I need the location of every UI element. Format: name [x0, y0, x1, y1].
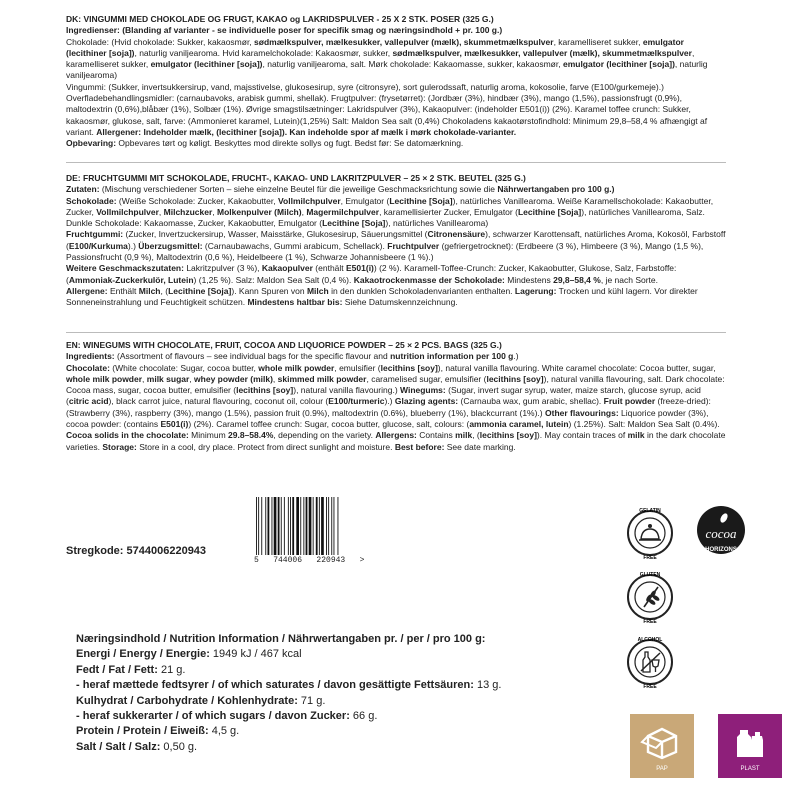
nutrition-value: 0,50 g.	[160, 740, 198, 753]
text: ), natural vanilla flavouring. White caramel chocolate: Cocoa butter, sugar,	[437, 362, 716, 373]
bold-text: Cocoa solids in the chocolate:	[66, 430, 189, 441]
cocoa-logo-text: cocoa	[705, 526, 737, 541]
nutrition-table	[76, 632, 636, 755]
text: .)	[513, 351, 519, 362]
text: Opbevares tørt og køligt. Beskyttes mod direkte sollys og fugt. Bedst før: Se datomærkning.	[116, 138, 464, 149]
text: (White chocolate: Sugar, cocoa butter,	[109, 362, 259, 373]
pap-label: PAP	[656, 766, 668, 772]
bold-text: Lecithine [Soja]	[168, 285, 232, 296]
bold-text: Vollmilchpulver	[277, 195, 341, 206]
dk-ingredients-block	[66, 14, 726, 150]
dk-title: DK: VINGUMMI MED CHOKOLADE OG FRUGT, KAKAO og LAKRIDSPULVER - 25 X 2 STK. POSER (325 G.)	[66, 14, 494, 24]
nutrition-header: Næringsindhold / Nutrition Information / Nährwertangaben pr. / per / pro 100 g:	[76, 633, 486, 645]
text: ), natural vanilla flavouring.)	[293, 385, 401, 396]
gelatin-free-icon	[620, 503, 680, 563]
nutrition-label: Fedt / Fat / Fett:	[76, 663, 158, 676]
nutrition-value: 71 g.	[297, 694, 326, 707]
barcode-bar	[258, 497, 259, 555]
bold-text: Fruchtpulver	[387, 240, 440, 251]
bold-text: Lecithine [Soja]	[322, 218, 386, 229]
nutrition-value: 13 g.	[473, 679, 502, 692]
en-title: EN: WINEGUMS WITH CHOCOLATE, FRUIT, COCOA AND LIQUORICE POWDER – 25 × 2 PCS. BAGS (325 G.)	[66, 340, 502, 350]
barcode-bar	[328, 497, 329, 555]
de-ingredients-block	[66, 173, 726, 309]
divider-de-en	[66, 332, 726, 333]
text: ), natürliches Vanillearoma)	[385, 218, 489, 229]
nutrition-label: Salt / Salt / Salz:	[76, 740, 161, 753]
gelatin-free-bottom-text: FREE	[643, 555, 657, 561]
bold-text: Milchzucker	[163, 206, 213, 217]
bold-text: milk	[455, 430, 473, 441]
alcohol-free-icon	[620, 632, 680, 692]
box-icon	[630, 714, 694, 764]
text: See date marking.	[444, 441, 516, 452]
bold-text: E100/turmeric	[328, 396, 385, 407]
text: , emulsifier (	[334, 362, 381, 373]
barcode-bar	[292, 497, 294, 555]
bold-text: Ammoniak-Zuckerkulör, Lutein	[68, 274, 194, 285]
text: in the dark chocolate varieties.	[66, 430, 726, 452]
barcode-bar	[272, 497, 273, 555]
bold-text: Nährwertangaben pro 100 g.)	[497, 184, 615, 195]
bold-text: Lecithine [Soja]	[517, 206, 582, 217]
en-ingredients-block	[66, 340, 726, 453]
bold-text: lecithins [soy]	[236, 385, 294, 396]
nutrition-row	[76, 709, 636, 724]
bold-text: 29,8–58,4 %	[553, 274, 601, 285]
text: Chokolade: (Hvid chokolade: Sukker, kakaosmør,	[66, 36, 255, 47]
de-paragraphs	[66, 184, 726, 308]
bold-text: Allergens:	[375, 430, 417, 441]
barcode-bar	[319, 497, 320, 555]
text: ,	[272, 373, 278, 384]
nutrition-row	[76, 740, 636, 755]
text: ) (1,25 %). Salz: Maldon Sea Salt (0,4 %).	[193, 274, 354, 285]
bold-text: Allergene:	[66, 285, 108, 296]
text: ).)	[127, 240, 139, 251]
barcode-bar	[296, 497, 299, 555]
text: , depending on the variety.	[273, 430, 376, 441]
bold-text: Winegums:	[400, 385, 446, 396]
text: Store in a cool, dry place. Protect from direct sunlight and moisture.	[136, 441, 395, 452]
bold-text: Molkenpulver (Milch)	[217, 206, 302, 217]
bold-text: Lecithine [Soja]	[389, 195, 453, 206]
text: ,	[158, 206, 164, 217]
gluten-free-icon	[620, 567, 680, 627]
barcode-label: Stregkode: 5744006220943	[66, 545, 207, 557]
barcode-bars	[254, 497, 358, 557]
barcode-bar	[281, 497, 282, 555]
barcode-bar	[321, 497, 324, 555]
barcode-bar	[334, 497, 335, 555]
bold-text: Zutaten:	[66, 184, 100, 195]
text: , caramelised sugar, emulsifier (	[366, 373, 487, 384]
bold-text: Milch	[138, 285, 161, 296]
text: ), schwarzer Karottensaft, natürliches Aroma, Kokosöl, Farbstoff (	[66, 229, 726, 251]
text: ), natürliches Vanillearoma. Weiße Karamellschokolade: Kakaobutter, Zucker,	[66, 195, 714, 217]
text: , je nach Sorte.	[600, 274, 658, 285]
bold-text: Citronensäure	[427, 229, 486, 240]
text: ,	[189, 373, 195, 384]
text: Mindestens	[504, 274, 554, 285]
gelatin-free-top-text: GELATIN	[639, 508, 661, 514]
bold-text: Kakaopulver	[261, 263, 313, 274]
bold-text: Ingredienser: (Blanding af varianter - se individuelle poser for specifik smag og næringsindhold + pr. 100 g.)	[66, 25, 503, 36]
text: (Mischung verschiedener Sorten – siehe einzelne Beutel für die jeweilige Geschmacksrichtung sowie die	[99, 184, 498, 195]
barcode-bar	[306, 497, 308, 555]
bold-text: Magermilchpulver	[306, 206, 380, 217]
en-paragraphs	[66, 351, 726, 453]
text: ), black carrot juice, natural flavouring, coconut oil, colour (	[108, 396, 329, 407]
text: Trocken und kühl lagern. Vor direkter Sonneneinstrahlung und Feuchtigkeit schützen.	[66, 285, 698, 308]
text: ,	[301, 206, 307, 217]
bold-text: Allergener: Indeholder mælk, (lecithiner [soja]). Kan indeholde spor af mælk i mørk chokolade-varianter.	[96, 126, 517, 137]
barcode-bar	[261, 497, 262, 555]
bold-text: Überzugsmittel:	[138, 240, 203, 251]
bold-text: skimmed milk powder	[277, 373, 367, 384]
bold-text: Kakaotrockenmasse der Schokolade:	[353, 274, 505, 285]
text: ) (2%). Caramel toffee crunch: Sugar, cocoa butter, glucose, salt, colours: (	[188, 419, 470, 430]
text: Contains	[416, 430, 456, 441]
barcode-bar	[284, 497, 285, 555]
nutrition-label: - heraf mættede fedtsyrer / of which saturates / davon gesättigte Fettsäuren:	[76, 679, 474, 692]
nutrition-value: 66 g.	[349, 710, 378, 723]
bold-text: Ingredients:	[66, 351, 115, 362]
text: Lakritzpulver (3 %),	[183, 263, 262, 274]
nutrition-rows	[76, 647, 636, 755]
ingredient-paragraph	[66, 196, 726, 230]
nutrition-row	[76, 647, 636, 662]
text: (freeze-dried): (Strawberry (3%), raspberry (3%), mango (1.5%), passion fruit (0.9%), maltodextrin (0.6%), blueberry (1%), blackcurrant (1%).)	[66, 396, 711, 418]
text: Minimum	[188, 430, 229, 441]
plast-label: PLAST	[740, 766, 760, 772]
nutrition-value: 1949 kJ / 467 kcal	[209, 648, 302, 661]
barcode-bar	[278, 497, 280, 555]
nutrition-label: - heraf sukkerarter / of which sugars / davon Zucker:	[76, 710, 350, 723]
text: , (	[472, 430, 480, 441]
text: ,	[212, 206, 218, 217]
barcode-bar	[256, 497, 257, 555]
bold-text: milk sugar	[146, 373, 190, 384]
text: ,	[142, 373, 147, 384]
bold-text: E501(i)	[160, 419, 189, 430]
bold-text: Other flavourings:	[545, 407, 619, 418]
text: , naturlig vaniljearoma. Hvid karamelchokolade: Kakaosmør, sukker,	[134, 47, 393, 58]
barcode-bar	[300, 497, 301, 555]
bold-text: lecithins [soy]	[486, 373, 544, 384]
text: (Sugar, invert sugar syrup, water, maize starch, glucose syrup, acid (	[66, 385, 701, 407]
text: (Carnaubawachs, Gummi arabicum, Schellack).	[202, 240, 388, 251]
barcode-bar	[326, 497, 327, 555]
barcode-bar	[265, 497, 266, 555]
bold-text: Best before:	[394, 441, 445, 452]
barcode-digits: 5 744006 220943 >	[254, 556, 365, 565]
bold-text: Weitere Geschmackszutaten:	[66, 263, 184, 274]
text: Siehe Datumskennzeichnung.	[342, 297, 458, 308]
text: , karamellisierter Zucker, Emulgator (	[379, 206, 518, 217]
text: Enthält	[107, 285, 139, 296]
text: (enthält	[312, 263, 347, 274]
text: (Carnauba wax, gum arabic, shellac).	[458, 396, 604, 407]
text: , karamelliseret sukker,	[553, 36, 643, 47]
nutrition-row	[76, 663, 636, 678]
text: (Weiße Schokolade: Zucker, Kakaobutter,	[116, 195, 278, 206]
bold-text: citric acid	[68, 396, 109, 407]
bold-text: emulgator (lecithiner [soja])	[66, 36, 684, 58]
text: (Assortment of flavours – see individual bags for the specific flavour and	[114, 351, 391, 362]
text: ). Kann Spuren von	[231, 285, 307, 296]
cocoa-horizons-logo	[694, 504, 748, 560]
nutrition-row	[76, 678, 636, 693]
barcode-bar	[338, 497, 339, 555]
text: ), natürliches Vanillearoma, Salz. Dunkle Schokolade: Kakaomasse, Zucker, Kakaobutter, Emulgator (	[66, 206, 705, 229]
text: ), natural vanilla flavouring, salt. Dark chocolate: Cocoa mass, sugar, cocoa butter, emulsifier (	[66, 373, 725, 396]
nutrition-row	[76, 694, 636, 709]
recycling-pap-badge	[630, 714, 694, 778]
bold-text: E501(i)	[346, 263, 374, 274]
bold-text: sødmælkspulver, mælkesukker, vallepulver (mælk), skummetmælkspulver	[254, 36, 554, 47]
bold-text: ammonia caramel, lutein	[469, 419, 569, 430]
text: Vingummi: (Sukker, invertsukkersirup, vand, majsstivelse, glukosesirup, syre (citronsyre), sort gulerodssaft, naturlig aroma, kokosolie, farve (E100/gurkemeje).) Overfladebehandlingsmidler: (carnaubavoks, arabisk gummi, shellak). Frugtpulver: (frysetørret): (Jordbær (3%), hindbær (3%), mango (1,5%), passionsfrugt (0,9%), maltodextrin (0,6%),blåbær (1%), Solbær (1%). Øvrige smagstilsætninger: Lakridspulver (3%), Kakaopulver: (indeholder E501(i)) (2%). Karamel toffee crunch: Sukker, kakaosmør, glukose, salt, farve: (Ammonieret karamel, Lutein)(1,25%) Salt: Maldon Sea salt (0,4%) Chokoladens kakaotørstofindhold: Minimum 29,8–58,4 % afhængigt af variant.	[66, 81, 708, 137]
barcode-bar	[313, 497, 314, 555]
bold-text: emulgator (lecithiner [soja])	[150, 59, 263, 70]
ingredient-paragraph	[66, 82, 726, 138]
bold-text: emulgator (lecithiner [soja])	[562, 59, 675, 70]
text: ) (1.25%). Salt: Maldon Sea Salt (0.4%).	[568, 419, 720, 430]
bold-text: Storage:	[102, 441, 137, 452]
bold-text: Chocolate:	[66, 362, 110, 373]
de-title: DE: FRUCHTGUMMI MIT SCHOKOLADE, FRUCHT-, KAKAO- UND LAKRITZPULVER – 25 × 2 STK. BEUTEL (325 G.)	[66, 173, 526, 183]
recycling-plast-badge	[718, 714, 782, 778]
text: ). May contain traces of	[536, 430, 628, 441]
bold-text: Schokolade:	[66, 195, 117, 206]
bold-text: Lagerung:	[514, 285, 557, 296]
text: , karamelliseret sukker,	[66, 47, 695, 70]
bold-text: nutrition information per 100 g	[390, 351, 514, 362]
nutrition-label: Protein / Protein / Eiweiß:	[76, 725, 209, 738]
barcode-bar	[331, 497, 332, 555]
bold-text: 29.8–58.4%	[228, 430, 274, 441]
text: , naturlig vaniljearoma, salt. Mørk chokolade: Kakaomasse, sukker, kakaosmør,	[262, 59, 563, 70]
bold-text: E100/Kurkuma	[68, 240, 128, 251]
text: Liquorice powder (3%), cocoa powder: (contains	[66, 407, 709, 430]
bold-text: whey powder (milk)	[194, 373, 273, 384]
divider-dk-de	[66, 162, 726, 163]
ingredient-paragraph	[66, 25, 726, 36]
cocoa-logo-subtext: HORIZONS	[705, 547, 737, 553]
alcohol-free-bottom-text: FREE	[643, 684, 657, 690]
gluten-free-top-text: GLUTEN	[639, 572, 661, 578]
bold-text: Fruit powder	[603, 396, 656, 407]
bold-text: Glazing agents:	[394, 396, 459, 407]
barcode-bar	[274, 497, 277, 555]
nutrition-value: 21 g.	[157, 663, 186, 676]
barcode-bar	[268, 497, 270, 555]
ingredient-paragraph	[66, 184, 726, 195]
nutrition-label: Energi / Energy / Energie:	[76, 648, 210, 661]
bold-text: whole milk powder	[258, 362, 335, 373]
bold-text: Milch	[306, 285, 329, 296]
text: (gefriergetrocknet): (Erdbeere (3 %), Himbeere (3 %), Mango (1,5 %), Passionsfrucht (0,9 %), Maltodextrin (0,6 %), Heidelbeere (1 %), Schwarze Johannisbeere (1 %).)	[66, 240, 704, 263]
bold-text: lecithins [soy]	[380, 362, 438, 373]
barcode-bar	[290, 497, 291, 555]
text: , (	[160, 285, 169, 296]
bold-text: sødmælkspulver, mælkesukker, vallepulver (mælk), skummetmælkspulver	[392, 47, 692, 58]
barcode-bar	[316, 497, 318, 555]
barcode-bar	[303, 497, 304, 555]
dk-paragraphs	[66, 25, 726, 149]
text: in den dunklen Schokoladenvarianten enthalten.	[328, 285, 515, 296]
ingredient-paragraph	[66, 351, 726, 362]
ingredient-paragraph	[66, 286, 726, 309]
text: , naturlig vaniljearoma)	[66, 59, 708, 81]
barcode-bar	[309, 497, 312, 555]
bold-text: lecithins [soy]	[479, 430, 537, 441]
text: (Zucker, Invertzuckersirup, Wasser, Maisstärke, Glukosesirup, Säuerungsmittel (	[123, 229, 428, 240]
text: ) (2 %). Karamell-Toffee-Crunch: Zucker, Kakaobutter, Glukose, Salz, Farbstoffe: (	[66, 263, 677, 285]
bold-text: Opbevaring:	[66, 138, 117, 149]
barcode-bar	[288, 497, 289, 555]
bold-text: milk	[627, 430, 645, 441]
bold-text: Mindestens haltbar bis:	[247, 297, 343, 308]
nutrition-label: Kulhydrat / Carbohydrate / Kohlenhydrate:	[76, 694, 298, 707]
ingredient-paragraph	[66, 229, 726, 263]
text: ).)	[384, 396, 395, 407]
alcohol-free-top-text: ALCOHOL	[637, 637, 663, 643]
bottle-icon	[718, 714, 782, 764]
nutrition-row	[76, 724, 636, 739]
nutrition-value: 4,5 g.	[208, 725, 240, 738]
ingredient-paragraph	[66, 263, 726, 286]
bold-text: Vollmilchpulver	[96, 206, 159, 217]
ingredient-paragraph	[66, 37, 726, 82]
bold-text: whole milk powder	[66, 373, 143, 384]
bold-text: Fruchtgummi:	[66, 229, 124, 240]
gluten-free-bottom-text: FREE	[643, 619, 657, 625]
text: , Emulgator (	[340, 195, 390, 206]
ingredient-paragraph	[66, 138, 726, 149]
ingredient-paragraph	[66, 363, 726, 453]
